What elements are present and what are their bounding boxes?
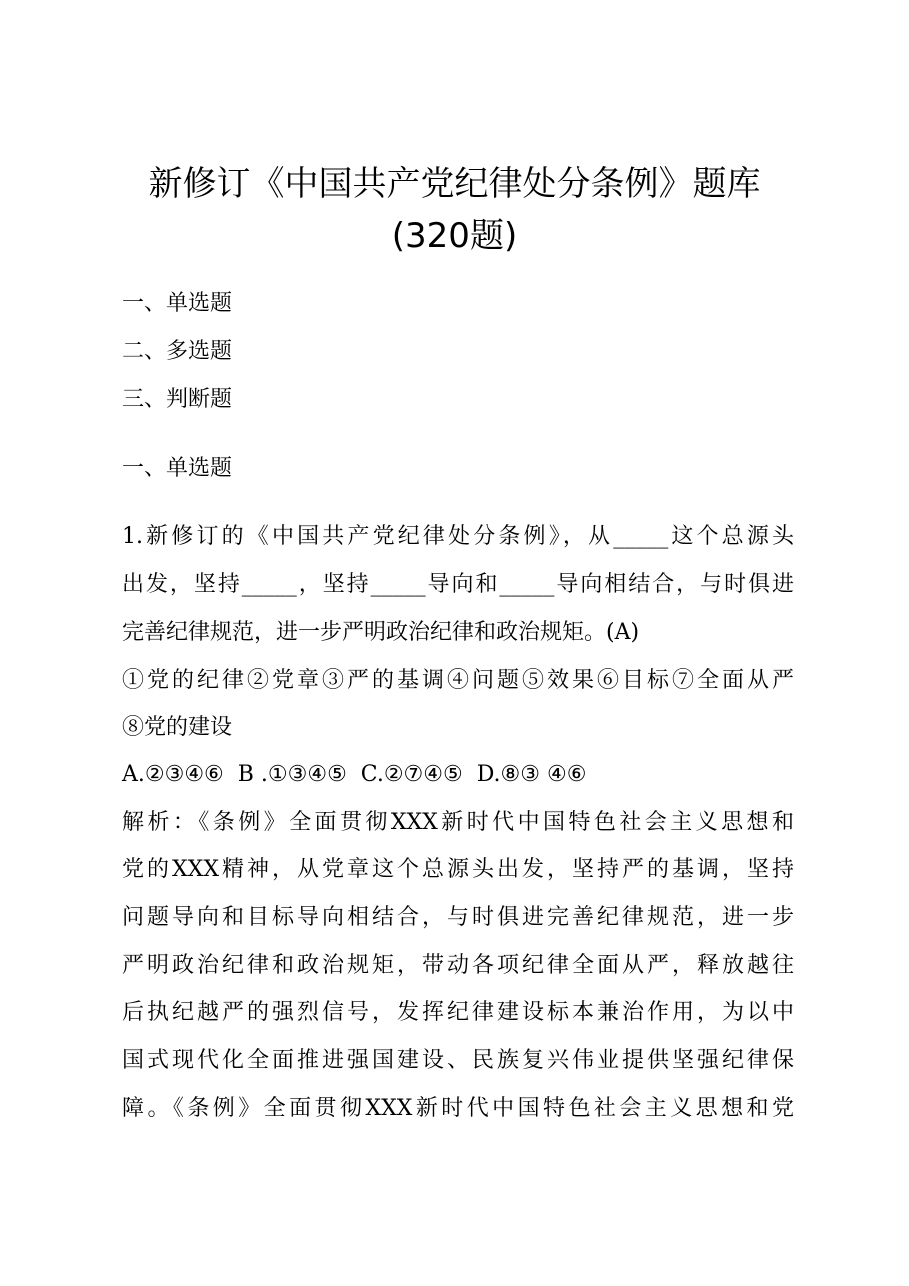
document-title-count: (320题) bbox=[391, 216, 518, 256]
analysis-line: 严明政治纪律和政治规矩，带动各项纪律全面从严，释放越往 bbox=[122, 953, 794, 978]
analysis-line: 党的XXX精神，从党章这个总源头出发，坚持严的基调，坚持 bbox=[122, 857, 794, 882]
analysis-line: 障。《条例》全面贯彻XXX新时代中国特色社会主义思想和党 bbox=[122, 1096, 794, 1121]
toc-item-true-false: 三、判断题 bbox=[122, 387, 233, 412]
question-items-line: ①党的纪律②党章③严的基调④问题⑤效果⑥目标⑦全面从严 bbox=[122, 668, 794, 693]
analysis-line: 解析：《条例》全面贯彻XXX新时代中国特色社会主义思想和 bbox=[122, 810, 794, 835]
question-items-line: ⑧党的建设 bbox=[122, 715, 233, 740]
toc-item-single-choice: 一、单选题 bbox=[122, 291, 233, 316]
document-title: 新修订《中国共产党纪律处分条例》题库 bbox=[148, 164, 761, 204]
analysis-line: 问题导向和目标导向相结合，与时俱进完善纪律规范，进一步 bbox=[122, 905, 794, 930]
analysis-line: 国式现代化全面推进强国建设、民族复兴伟业提供坚强纪律保 bbox=[122, 1048, 794, 1073]
question-options: A.②③④⑥ B .①③④⑤ C.②⑦④⑤ D.⑧③ ④⑥ bbox=[122, 762, 587, 787]
toc-item-multiple-choice: 二、多选题 bbox=[122, 339, 233, 364]
question-stem-line: 1.新修订的《中国共产党纪律处分条例》，从_____这个总源头 bbox=[122, 524, 794, 549]
question-stem-line: 出发，坚持_____，坚持_____导向和_____导向相结合，与时俱进 bbox=[122, 572, 794, 597]
analysis-line: 后执纪越严的强烈信号，发挥纪律建设标本兼治作用，为以中 bbox=[122, 1000, 794, 1025]
section-heading-single-choice: 一、单选题 bbox=[122, 456, 233, 481]
question-stem-line: 完善纪律规范，进一步严明政治纪律和政治规矩。(A) bbox=[122, 620, 640, 645]
